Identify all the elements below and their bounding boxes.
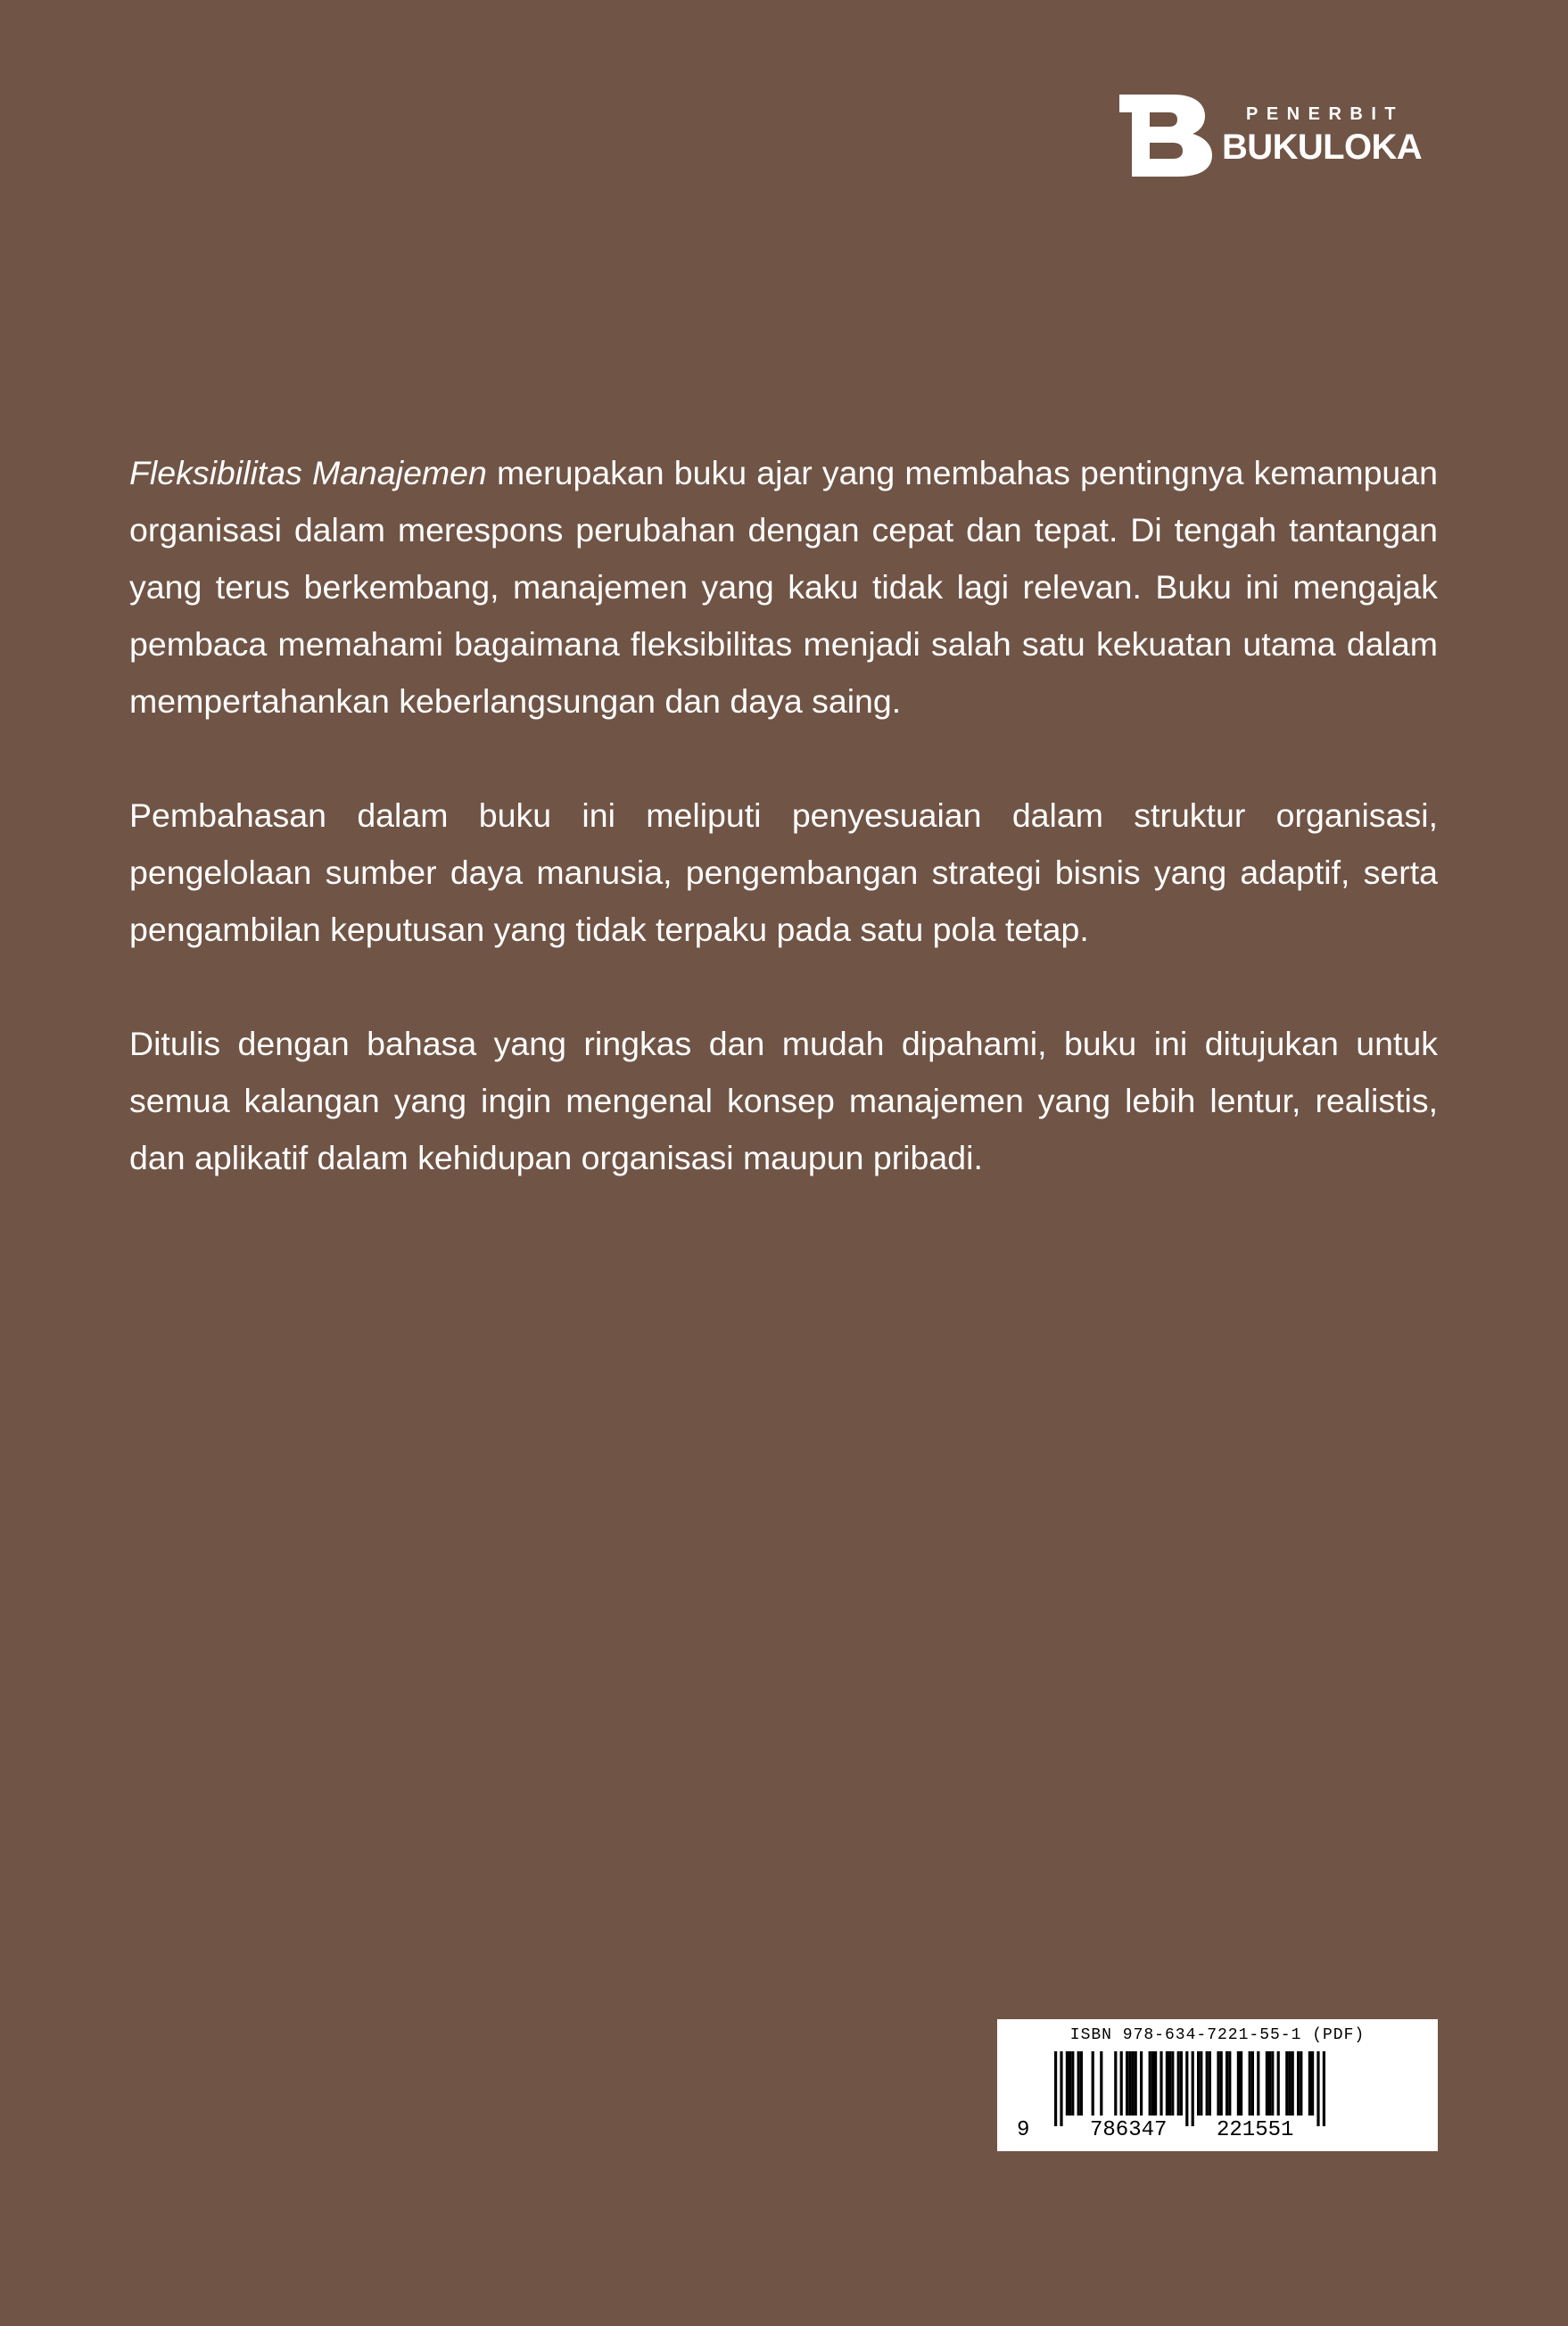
- barcode-bar: [1126, 2051, 1128, 2116]
- barcode-bar: [1135, 2051, 1137, 2116]
- barcode-bar: [1257, 2051, 1259, 2116]
- barcode-bar: [1297, 2051, 1300, 2116]
- barcode-bar: [1288, 2051, 1291, 2116]
- barcode-bar: [1240, 2051, 1242, 2116]
- barcode-bar: [1249, 2051, 1251, 2116]
- barcode-bar: [1154, 2051, 1157, 2116]
- barcode-bar: [1308, 2051, 1311, 2116]
- barcode-bar: [1180, 2051, 1183, 2116]
- barcode-bar: [1285, 2051, 1288, 2116]
- barcode-bar: [1120, 2051, 1123, 2116]
- isbn-digits-right: 221551: [1217, 2118, 1294, 2142]
- barcode-bar: [1220, 2051, 1223, 2116]
- book-title: Fleksibilitas Manajemen: [129, 454, 487, 491]
- blurb-paragraph-2: Pembahasan dalam buku ini meliputi penyesuaian dalam struktur organisasi, pengelolaan sumber daya manusia, pengembangan strategi bisnis yang adaptif, serta pengambilan keputusan yang tidak terpaku pada satu pola tetap.: [129, 796, 1438, 948]
- barcode-bar: [1300, 2051, 1302, 2116]
- isbn-barcode-box: [997, 2019, 1438, 2151]
- barcode-bar: [1277, 2051, 1280, 2116]
- barcode-bar: [1226, 2051, 1228, 2116]
- barcode-bar: [1206, 2051, 1209, 2116]
- barcode-bar: [1077, 2051, 1080, 2116]
- barcode-bar: [1128, 2051, 1131, 2116]
- barcode-bar: [1080, 2051, 1083, 2116]
- barcode-bar: [1200, 2051, 1202, 2116]
- publisher-label: PENERBIT: [1246, 104, 1405, 124]
- barcode-bar: [1071, 2051, 1074, 2116]
- barcode-bar: [1177, 2051, 1180, 2116]
- barcode-bar: [1251, 2051, 1254, 2116]
- barcode-bar: [1228, 2051, 1231, 2116]
- barcode-bar: [1131, 2051, 1134, 2116]
- barcode-bar: [1092, 2051, 1094, 2116]
- barcode-bar: [1171, 2051, 1174, 2116]
- blurb-paragraph-1: [129, 444, 1438, 730]
- publisher-name: BUKULOKA: [1222, 128, 1423, 167]
- barcode-bar: [1185, 2051, 1188, 2126]
- barcode-bar: [1151, 2051, 1154, 2116]
- barcode-bar: [1054, 2051, 1057, 2126]
- barcode-bar: [1271, 2051, 1274, 2116]
- barcode-bar: [1197, 2051, 1200, 2116]
- barcode-bar: [1168, 2051, 1171, 2116]
- barcode-bar: [1268, 2051, 1271, 2116]
- isbn-digits-left: 786347: [1090, 2118, 1168, 2142]
- barcode-bar: [1323, 2051, 1325, 2126]
- barcode-bar: [1069, 2051, 1071, 2116]
- book-blurb: [129, 444, 1438, 1243]
- barcode-bar: [1217, 2051, 1219, 2116]
- barcode-bar: [1237, 2051, 1240, 2116]
- barcode-bar: [1114, 2051, 1117, 2116]
- publisher-logo: [1119, 95, 1439, 177]
- barcode-bar: [1266, 2051, 1268, 2116]
- barcode-bar: [1166, 2051, 1168, 2116]
- barcode-bar: [1209, 2051, 1211, 2116]
- barcode-bar: [1192, 2051, 1194, 2126]
- barcode-bar: [1316, 2051, 1319, 2126]
- isbn-digit-first: 9: [1017, 2118, 1030, 2142]
- barcode-bar: [1149, 2051, 1151, 2116]
- barcode-bar: [1159, 2051, 1162, 2116]
- barcode-bar: [1311, 2051, 1314, 2116]
- barcode-bar: [1292, 2051, 1294, 2116]
- isbn-label: ISBN 978-634-7221-55-1 (PDF): [1069, 2026, 1366, 2044]
- barcode-bar: [1100, 2051, 1102, 2116]
- barcode-bar: [1140, 2051, 1143, 2116]
- blurb-paragraph-1-text: merupakan buku ajar yang membahas pentingnya kemampuan organisasi dalam merespons perubahan dengan cepat dan tepat. Di tengah tantangan yang terus berkembang, manajemen yang kaku tidak lagi relevan. Buku ini mengajak pembaca memahami bagaimana fleksibilitas menjadi salah satu kekuatan utama dalam mempertahankan keberlangsungan dan daya saing.: [129, 454, 1438, 720]
- barcode-bar: [1060, 2051, 1062, 2126]
- barcode-bar: [1066, 2051, 1069, 2116]
- blurb-paragraph-3: Ditulis dengan bahasa yang ringkas dan mudah dipahami, buku ini ditujukan untuk semua kalangan yang ingin mengenal konsep manajemen yang lebih lentur, realistis, dan aplikatif dalam kehidupan organisasi maupun pribadi.: [129, 1025, 1438, 1176]
- publisher-logo-mark: [1119, 95, 1212, 177]
